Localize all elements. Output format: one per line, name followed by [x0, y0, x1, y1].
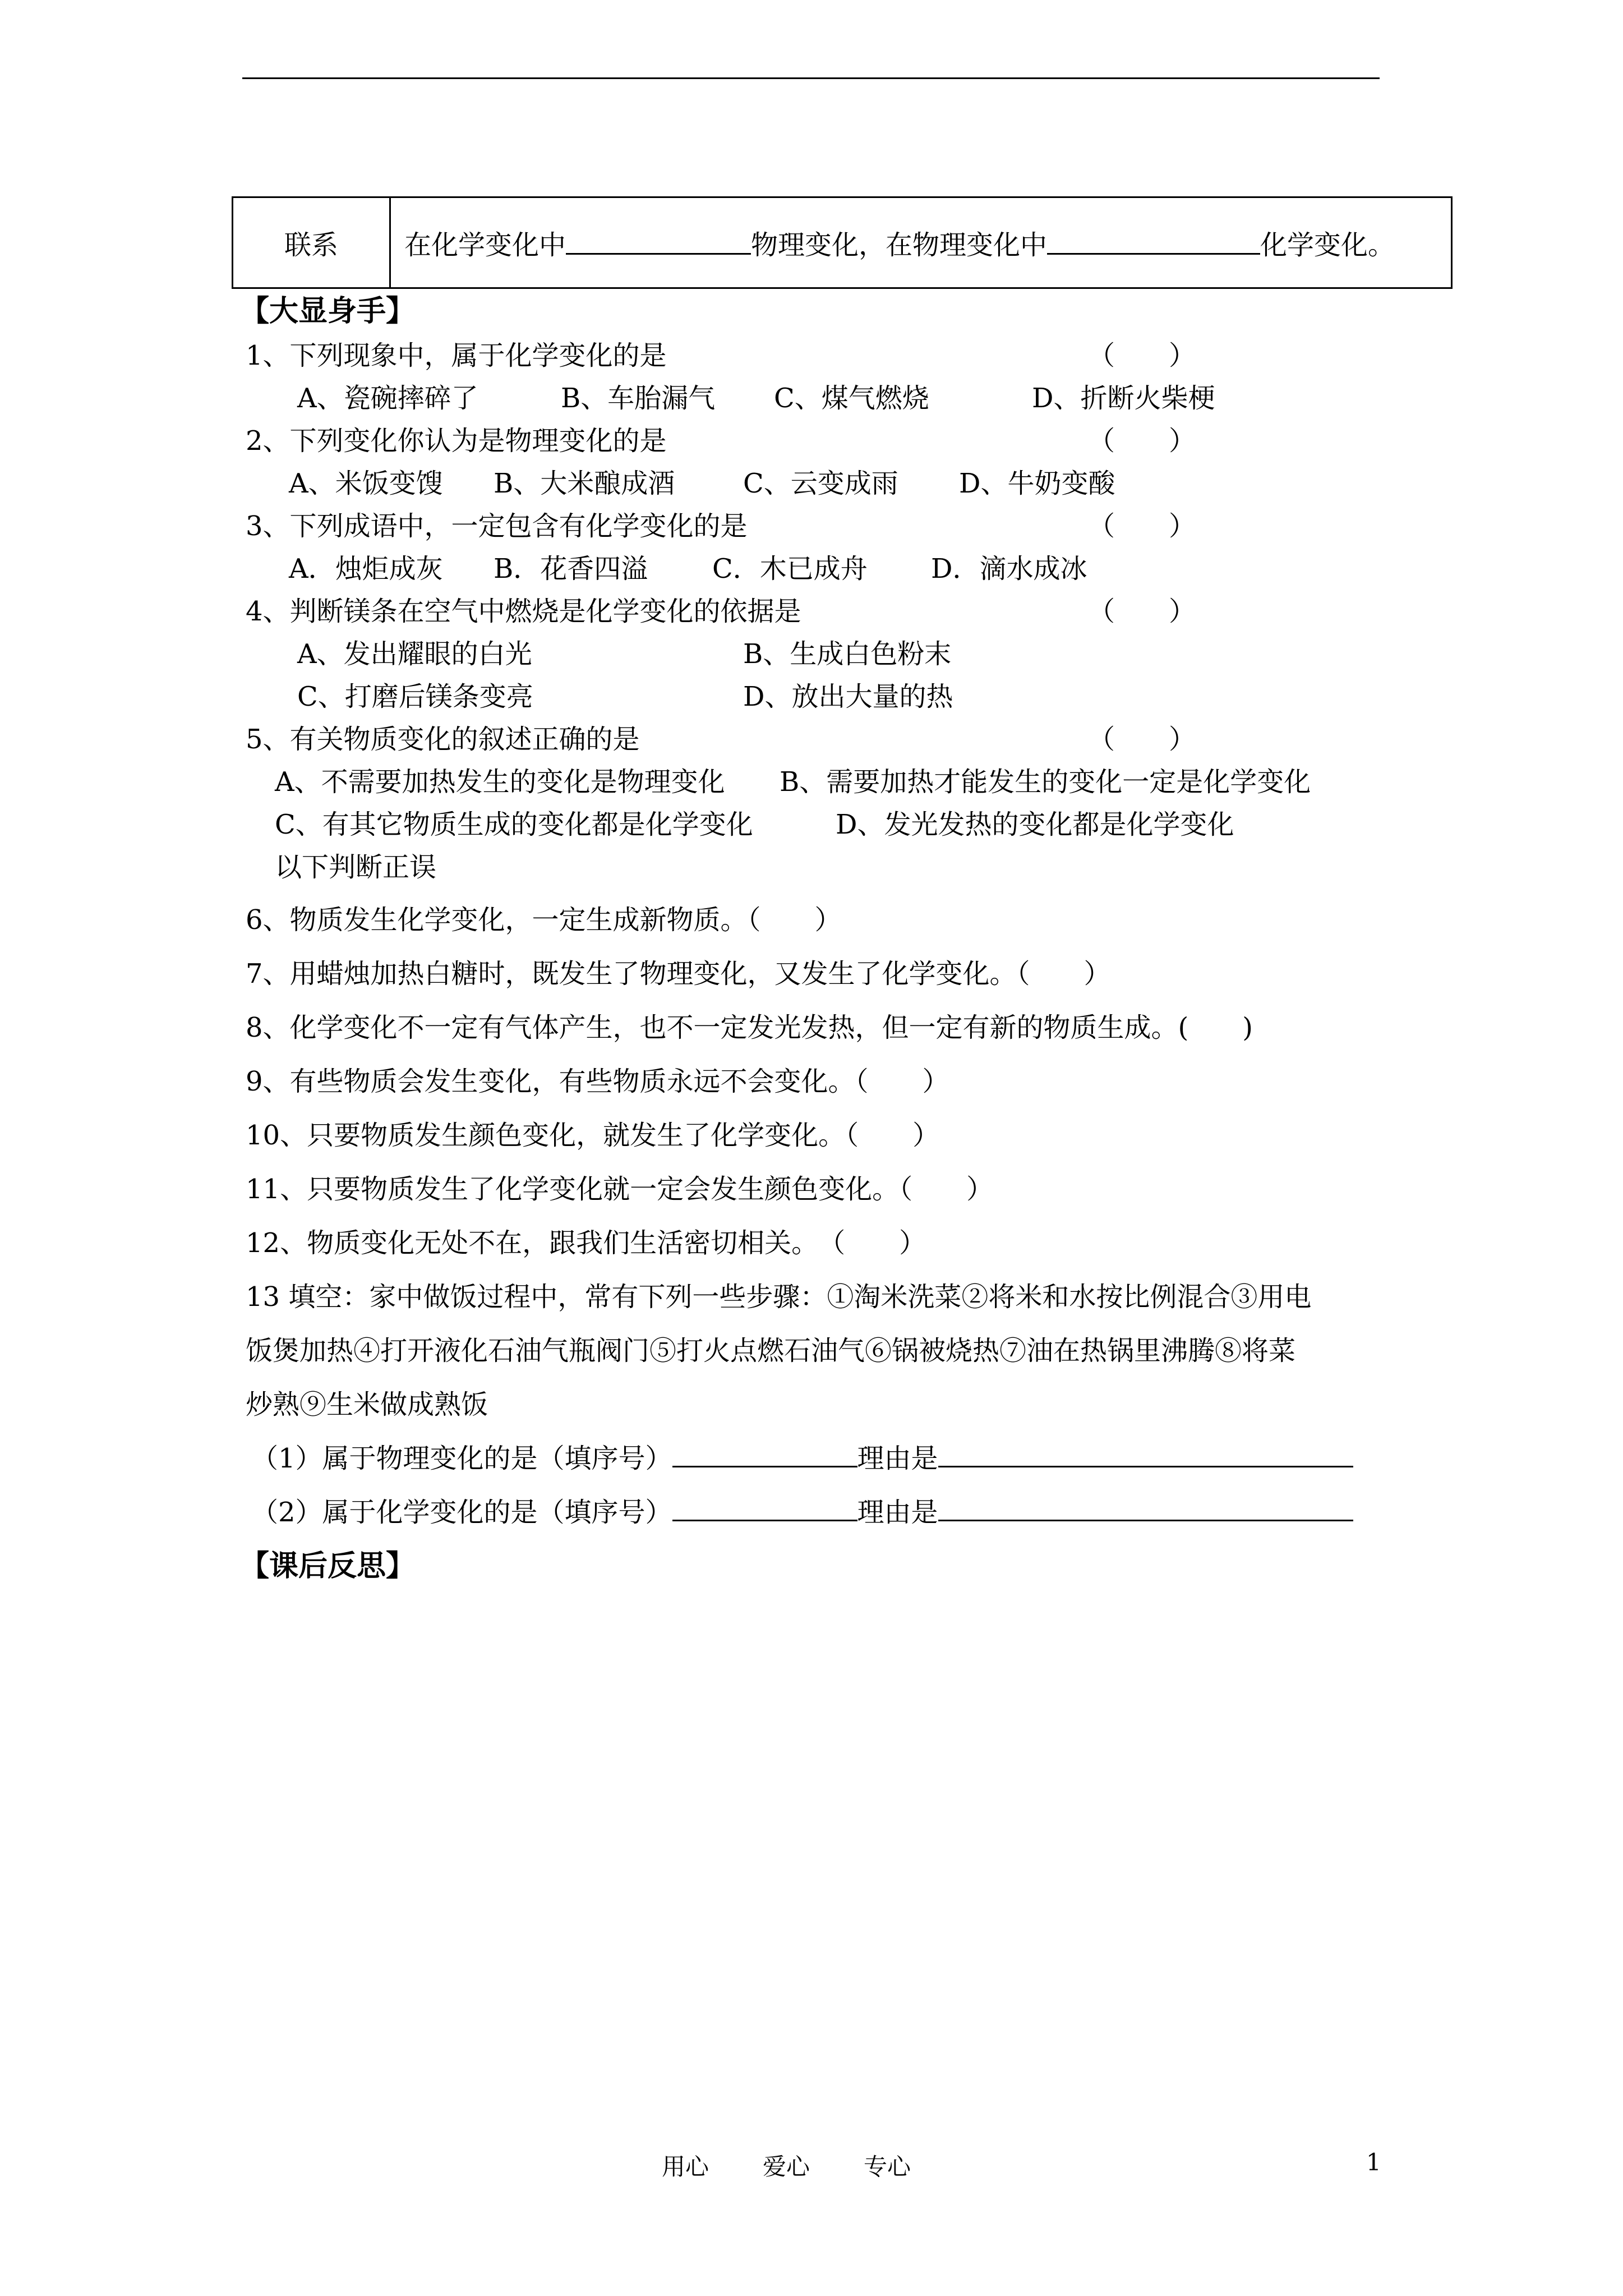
option: C、云变成雨: [743, 468, 898, 499]
footer-motto-2: 爱心: [763, 2153, 810, 2180]
question-stem: 2、下列变化你认为是物理变化的是: [246, 425, 667, 457]
reflection-title: 【课后反思】: [240, 1549, 416, 1583]
option: A．烛炬成灰: [289, 553, 443, 585]
answer-paren[interactable]: （ ）: [1088, 340, 1196, 371]
blank-field[interactable]: [672, 1443, 857, 1467]
fill-question-line: 13 填空：家中做饭过程中，常有下列一些步骤：①淘米洗菜②将米和水按比例混合③用电: [246, 1281, 1312, 1313]
option: C、有其它物质生成的变化都是化学变化: [275, 809, 753, 840]
answer-paren[interactable]: （ ）: [1088, 724, 1196, 755]
option: D、发光发热的变化都是化学变化: [836, 809, 1234, 840]
blank-field[interactable]: [938, 1497, 1353, 1521]
footer-motto-1: 用心: [662, 2153, 709, 2180]
judge-item: 6、物质发生化学变化，一定生成新物质。（ ）: [246, 904, 842, 936]
fill-sub1-label: （1）属于物理变化的是（填序号）: [251, 1443, 672, 1474]
option: D、折断火柴梗: [1032, 383, 1215, 414]
footer-motto-3: 专心: [864, 2153, 911, 2180]
link-table: [232, 196, 1453, 289]
link-table-content: [391, 198, 1451, 287]
fill-sub1: [251, 1442, 1353, 1475]
judge-intro: 以下判断正误: [275, 852, 437, 883]
option: D、放出大量的热: [743, 681, 953, 712]
question-stem: 1、下列现象中，属于化学变化的是: [246, 340, 667, 371]
blank-field[interactable]: [1047, 231, 1260, 255]
link-text-1: 在化学变化中: [404, 229, 566, 261]
question-stem: 5、有关物质变化的叙述正确的是: [246, 724, 640, 755]
judge-item: 10、只要物质发生颜色变化，就发生了化学变化。（ ）: [246, 1120, 940, 1151]
blank-field[interactable]: [672, 1497, 857, 1521]
header-rule: [242, 77, 1380, 79]
reason-label: 理由是: [857, 1497, 938, 1528]
option: C．木已成舟: [712, 553, 868, 585]
option: A、发出耀眼的白光: [297, 638, 532, 670]
judge-item: 12、物质变化无处不在，跟我们生活密切相关。 （ ）: [246, 1227, 926, 1259]
option: B、生成白色粉末: [743, 638, 952, 670]
fill-question-line: 炒熟⑨生米做成熟饭: [246, 1389, 488, 1420]
question-stem: 4、判断镁条在空气中燃烧是化学变化的依据是: [246, 596, 801, 627]
answer-paren[interactable]: （ ）: [1088, 425, 1196, 457]
fill-question-line: 饭煲加热④打开液化石油气瓶阀门⑤打火点燃石油气⑥锅被烧热⑦油在热锅里沸腾⑧将菜: [246, 1335, 1296, 1366]
page-number: 1: [1366, 2148, 1381, 2176]
link-text-3: 化学变化。: [1260, 229, 1395, 261]
blank-field[interactable]: [938, 1443, 1353, 1467]
option: B、车胎漏气: [561, 383, 716, 414]
option: C、打磨后镁条变亮: [297, 681, 533, 712]
judge-item: 8、化学变化不一定有气体产生，也不一定发光发热，但一定有新的物质生成。( ): [246, 1012, 1253, 1043]
option: A、不需要加热发生的变化是物理变化: [275, 766, 725, 798]
option: D、牛奶变酸: [959, 468, 1115, 499]
option: C、煤气燃烧: [774, 383, 929, 414]
judge-item: 7、用蜡烛加热白糖时，既发生了物理变化，又发生了化学变化。（ ）: [246, 958, 1111, 990]
link-text-2: 物理变化，在物理变化中: [751, 229, 1048, 261]
option: B、大米酿成酒: [494, 468, 675, 499]
option: A、米饭变馊: [289, 468, 443, 499]
fill-sub2: [251, 1496, 1353, 1529]
fill-sub2-label: （2）属于化学变化的是（填序号）: [251, 1497, 672, 1528]
option: B、需要加热才能发生的变化一定是化学变化: [780, 766, 1311, 798]
option: B．花香四溢: [494, 553, 648, 585]
section-title: 【大显身手】: [240, 294, 416, 328]
judge-item: 9、有些物质会发生变化，有些物质永远不会变化。（ ）: [246, 1066, 949, 1097]
question-stem: 3、下列成语中，一定包含有化学变化的是: [246, 510, 748, 542]
link-table-label: 联系: [233, 198, 391, 287]
reason-label: 理由是: [857, 1443, 938, 1474]
judge-item: 11、只要物质发生了化学变化就一定会发生颜色变化。（ ）: [246, 1174, 994, 1205]
blank-field[interactable]: [566, 231, 751, 255]
answer-paren[interactable]: （ ）: [1088, 596, 1196, 627]
answer-paren[interactable]: （ ）: [1088, 510, 1196, 542]
option: A、瓷碗摔碎了: [297, 383, 478, 414]
option: D．滴水成冰: [931, 553, 1087, 585]
